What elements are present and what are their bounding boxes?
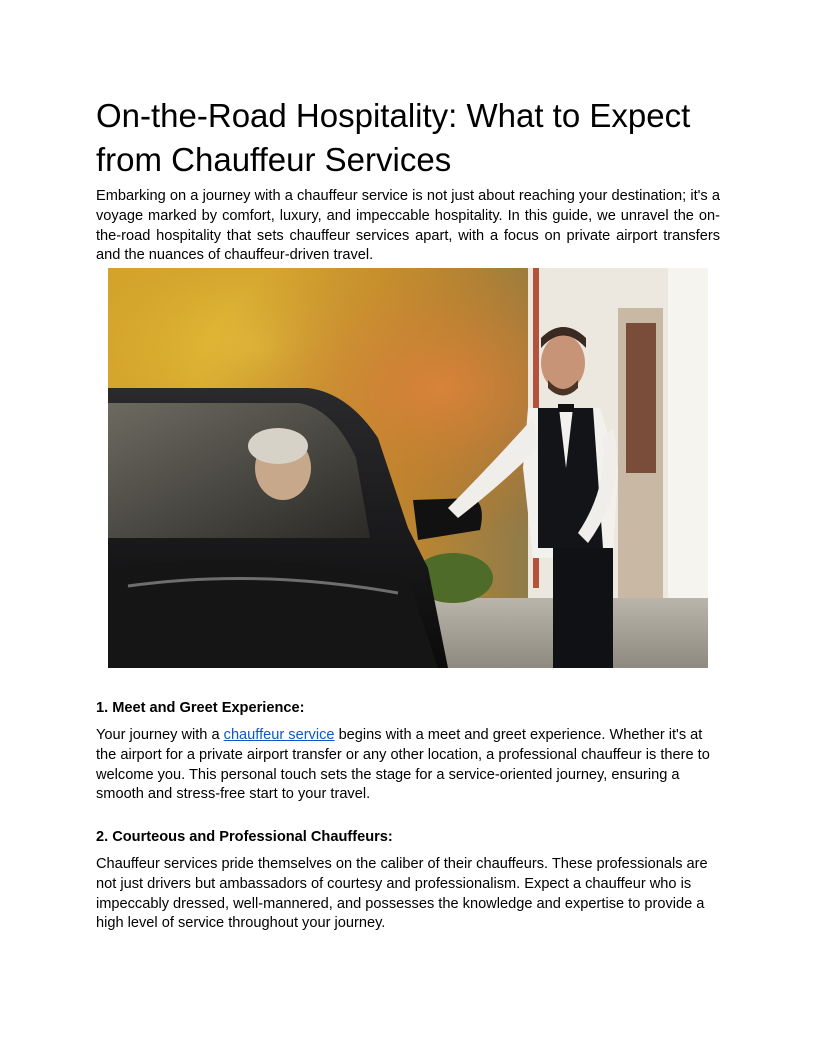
- section-text-before-link: Your journey with a: [96, 727, 224, 743]
- section-body-courteous-chauffeurs: Chauffeur services pride themselves on the caliber of their chauffeurs. These professionals are not just drivers but ambassadors of courtesy and professionalism. Expect a chauffeur who is impeccably dressed, well-mannered, and possesses the knowledge and expertise to provide a high level of service throughout your journey.: [96, 856, 708, 932]
- section-text-after-link: begins with a meet and greet experience. Whether it's at the airport for a private airport transfer or any other location, a professional chauffeur is there to welcome you. This personal touch sets the stage for a service-oriented journey, ensuring a smooth and stress-free start to your travel.: [96, 727, 710, 803]
- chauffeur-service-link[interactable]: chauffeur service: [223, 727, 335, 743]
- chauffeur-opening-car-door-photo: [108, 268, 708, 668]
- title-line-1: On-the-Road Hospitality: What to Expect: [96, 97, 691, 134]
- section-heading-courteous-chauffeurs: 2. Courteous and Professional Chauffeurs:: [96, 829, 393, 845]
- title-line-2: from Chauffeur Services: [96, 141, 452, 178]
- section-heading-meet-greet: 1. Meet and Greet Experience:: [96, 700, 305, 716]
- section-body-meet-greet: [96, 726, 720, 805]
- page-title: [96, 94, 736, 182]
- intro-paragraph: Embarking on a journey with a chauffeur service is not just about reaching your destination; it's a voyage marked by comfort, luxury, and impeccable hospitality. In this guide, we unravel the on-the-road hospitality that sets chauffeur services apart, with a focus on private airport transfers and the nuances of chauffeur-driven travel.: [96, 188, 720, 264]
